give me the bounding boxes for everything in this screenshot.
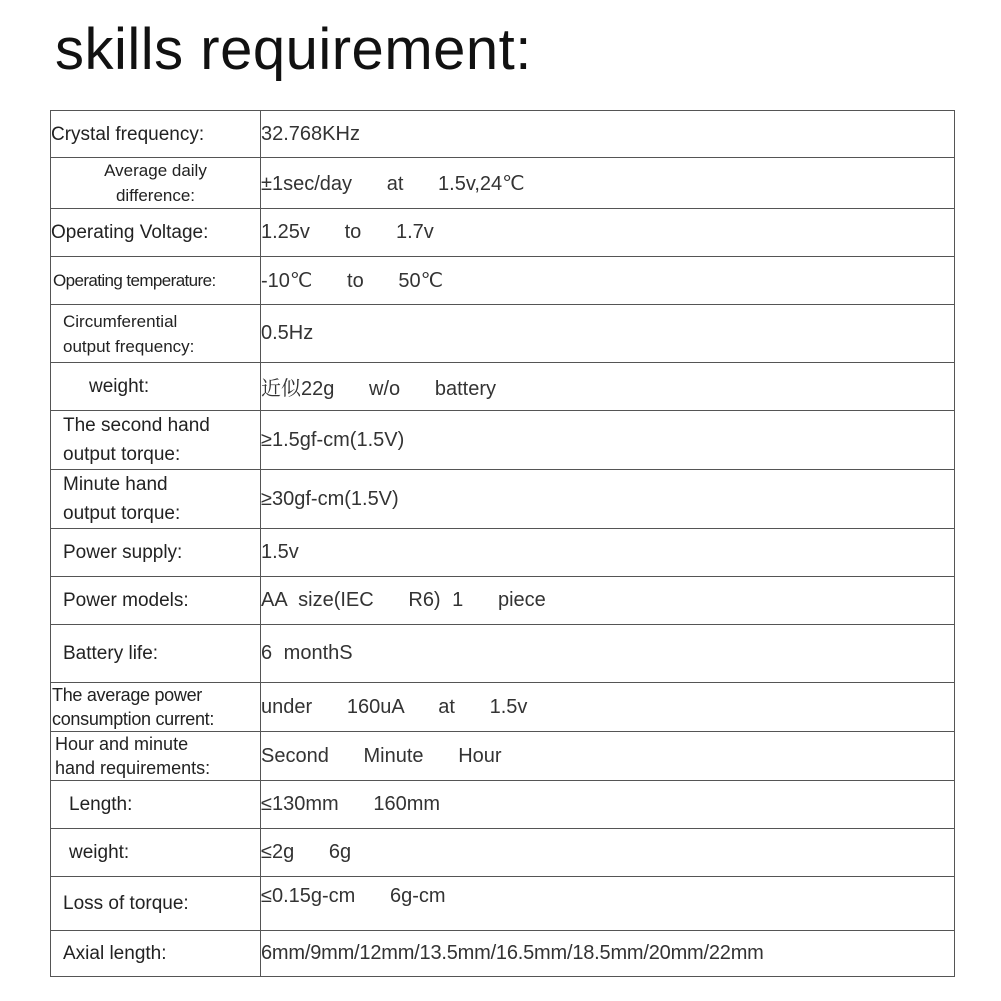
page-title: skills requirement: <box>55 17 532 82</box>
spec-value: ≤130mm 160mm <box>261 781 955 829</box>
spec-label: The average power consumption current: <box>51 683 261 732</box>
spec-value: 0.5Hz <box>261 305 955 363</box>
table-row <box>51 363 955 411</box>
spec-label: Battery life: <box>51 625 261 683</box>
spec-value: ±1sec/day at 1.5v,24℃ <box>261 158 955 209</box>
spec-value: 近似22g w/o battery <box>261 363 955 411</box>
spec-value: 6mm/9mm/12mm/13.5mm/16.5mm/18.5mm/20mm/22mm <box>261 931 955 977</box>
table-row <box>51 931 955 977</box>
spec-value: under 160uA at 1.5v <box>261 683 955 732</box>
spec-label: Length: <box>51 781 261 829</box>
table-row <box>51 158 955 209</box>
spec-label: weight: <box>51 363 261 411</box>
spec-table <box>50 110 955 977</box>
table-row <box>51 111 955 158</box>
table-row <box>51 209 955 257</box>
table-row <box>51 877 955 931</box>
spec-value: 1.5v <box>261 529 955 577</box>
spec-label: Power models: <box>51 577 261 625</box>
table-row <box>51 257 955 305</box>
table-row <box>51 529 955 577</box>
table-row <box>51 732 955 781</box>
table-row <box>51 470 955 529</box>
spec-label: Operating Voltage: <box>51 209 261 257</box>
spec-value: ≤0.15g-cm 6g-cm <box>261 877 955 931</box>
spec-label: Hour and minute hand requirements: <box>51 732 261 781</box>
spec-value: -10℃ to 50℃ <box>261 257 955 305</box>
spec-value: 1.25v to 1.7v <box>261 209 955 257</box>
table-row <box>51 781 955 829</box>
spec-label: Crystal frequency: <box>51 111 261 158</box>
spec-label: The second hand output torque: <box>51 411 261 470</box>
spec-value: 6 monthS <box>261 625 955 683</box>
table-row <box>51 577 955 625</box>
spec-label: Average daily difference: <box>51 158 261 209</box>
spec-label: Axial length: <box>51 931 261 977</box>
spec-value: ≥1.5gf-cm(1.5V) <box>261 411 955 470</box>
spec-label: Minute hand output torque: <box>51 470 261 529</box>
spec-label: Power supply: <box>51 529 261 577</box>
spec-value: ≥30gf-cm(1.5V) <box>261 470 955 529</box>
spec-value: AA size(IEC R6) 1 piece <box>261 577 955 625</box>
table-row <box>51 683 955 732</box>
spec-value: Second Minute Hour <box>261 732 955 781</box>
spec-value: ≤2g 6g <box>261 829 955 877</box>
table-row <box>51 625 955 683</box>
table-row <box>51 829 955 877</box>
spec-label: Loss of torque: <box>51 877 261 931</box>
spec-label: Circumferential output frequency: <box>51 305 261 363</box>
spec-label: Operating temperature: <box>51 257 261 305</box>
spec-value: 32.768KHz <box>261 111 955 158</box>
table-row <box>51 305 955 363</box>
spec-label: weight: <box>51 829 261 877</box>
table-row <box>51 411 955 470</box>
